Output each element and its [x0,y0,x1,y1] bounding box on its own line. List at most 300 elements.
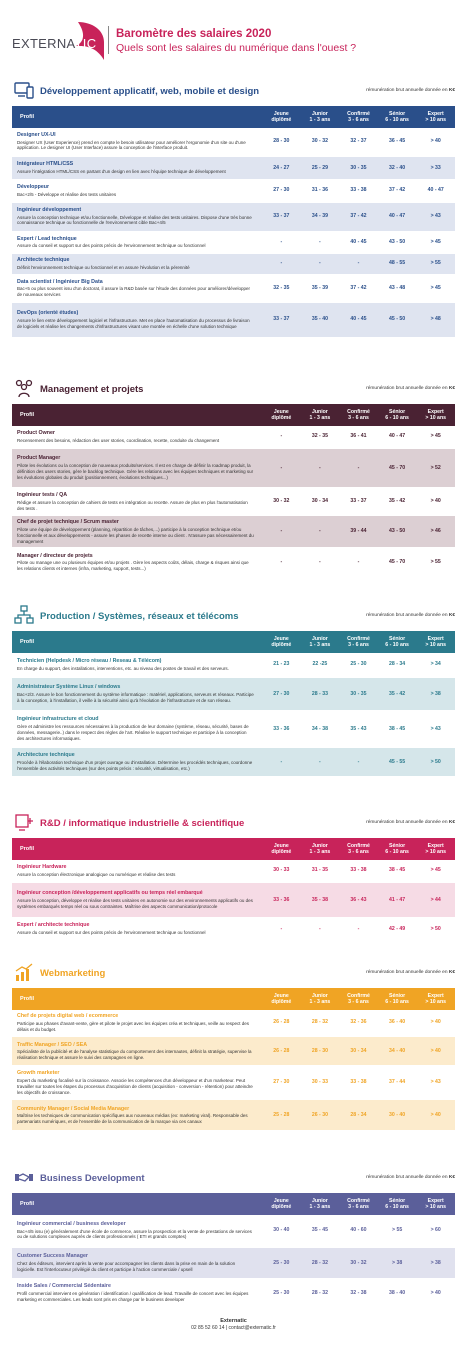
profile-cell [12,860,262,882]
salary-unit-note [366,613,455,618]
column-header-level-3 [339,988,378,1010]
salary-value-level-1: 26 - 28 [262,1036,301,1066]
logo-text: EXTERNATIC [12,36,97,51]
table-row[interactable] [12,860,455,882]
profile-title: Architecture technique [17,752,75,759]
column-header-level-1 [262,106,301,128]
footer-contact[interactable]: 02 85 52 60 14 | contact@externatic.fr [191,1325,276,1331]
profile-title: Architecte technique [17,257,70,264]
table-row[interactable] [12,548,455,576]
column-header-level-5 [416,1193,455,1215]
table-row[interactable] [12,677,455,711]
salary-value-level-5: > 40 [416,1010,455,1036]
salary-value-level-3: 33 - 38 [339,1066,378,1099]
salary-value-level-2: 31 - 36 [301,180,340,202]
profile-description: Expert du marketing focalisé sur la croissance. Associe les compétences d'un développeur et d'un marketeur. Peut travailler sur toutes les étapes du processus d'acquisition de clients (acquisition - conversion - rétention) pour atteindre les objectifs de croissance. [17,1078,253,1095]
profile-description: En charge du support, des installations, interventions, etc. au niveau des postes de travail et des serveurs. [17,665,229,671]
salary-value-level-5: > 34 [416,653,455,677]
column-header-level-3 [339,106,378,128]
table-row[interactable] [12,1099,455,1131]
salary-value-level-1: 27 - 30 [262,677,301,711]
column-header-profil: Profil [20,1200,35,1207]
salary-value-level-1: 33 - 37 [262,202,301,232]
salary-unit-note [366,970,455,975]
handshake-icon [14,1167,34,1187]
salary-value-level-4: 28 - 34 [378,653,417,677]
profile-cell [12,747,262,777]
profile-title: Product Owner [17,429,55,436]
salary-value-level-5: 40 - 47 [416,180,455,202]
salary-value-level-4: 32 - 40 [378,156,417,180]
note-text: rémunération brut annuelle donnée en [366,970,448,975]
section-title: Webmarketing [40,968,106,979]
column-header-line2: diplômé [271,1204,292,1210]
table-header-row [12,1193,455,1215]
salary-table [12,631,455,778]
profile-cell [12,253,262,275]
profile-description: Assure du conseil et support sur des points précis de l'environnement technique ou fonctionnel [17,243,206,249]
column-header-line2: 1 - 3 ans [309,999,331,1005]
salary-value-level-2: 30 - 34 [301,488,340,515]
salary-value-level-4: 37 - 42 [378,180,417,202]
column-header-line1: Confirmé [347,110,370,117]
salary-value-level-3: 28 - 34 [339,1099,378,1131]
column-header-level-4 [378,838,417,860]
salary-value-level-2: 26 - 30 [301,1099,340,1131]
salary-value-level-5: > 45 [416,860,455,882]
salary-value-level-2: 30 - 33 [301,1066,340,1099]
salary-value-level-1: - [262,253,301,275]
salary-value-level-3: - [339,548,378,576]
salary-value-level-2: 28 - 30 [301,1036,340,1066]
salary-value-level-3: 30 - 32 [339,1247,378,1279]
devices-icon [14,80,34,100]
column-header-line1: Junior [311,842,328,849]
salary-value-level-4: 35 - 42 [378,677,417,711]
salary-value-level-4: 45 - 70 [378,448,417,488]
profile-cell [12,918,262,940]
salary-value-level-5: > 38 [416,1247,455,1279]
column-header-level-4 [378,988,417,1010]
salary-value-level-5: > 38 [416,677,455,711]
salary-value-level-1: 33 - 36 [262,711,301,747]
table-row[interactable] [12,156,455,180]
column-header-level-3 [339,631,378,653]
salary-value-level-4: 41 - 47 [378,882,417,918]
section-title: R&D / informatique industrielle & scientifique [40,818,245,829]
page-footer [0,1318,467,1331]
table-row[interactable] [12,202,455,232]
table-row[interactable] [12,232,455,254]
table-row[interactable] [12,711,455,747]
salary-value-level-4: 45 - 50 [378,302,417,338]
salary-table [12,838,455,941]
column-header-line2: diplômé [271,415,292,421]
salary-value-level-2: 31 - 35 [301,860,340,882]
salary-value-level-3: - [339,918,378,940]
column-header-level-4 [378,106,417,128]
salary-unit-note [366,88,455,93]
salary-value-level-4: > 38 [378,1247,417,1279]
profile-cell [12,882,262,918]
column-header-line1: Sénior [389,842,406,849]
page-subtitle: Quels sont les salaires du numérique dans l'ouest ? [116,42,357,54]
salary-unit-note [366,820,455,825]
column-header-line2: > 10 ans [425,999,446,1005]
salary-value-level-3: 30 - 35 [339,677,378,711]
profile-cell [12,1010,262,1036]
salary-value-level-2: 22 -25 [301,653,340,677]
profile-description: Recensement des besoins, rédaction des user stories, coordination, recette, conduite du changement [17,437,220,443]
column-header-line1: Confirmé [347,408,370,415]
note-unit: K€ [448,386,455,391]
column-header-line1: Junior [311,635,328,642]
salary-value-level-5: > 48 [416,302,455,338]
profile-title: Expert / architecte technique [17,922,90,929]
column-header-line1: Junior [311,1197,328,1204]
table-row[interactable] [12,1010,455,1036]
salary-value-level-1: 27 - 30 [262,1066,301,1099]
salary-value-level-3: 40 - 60 [339,1215,378,1247]
profile-title: Traffic Manager / SEO / SEA [17,1041,88,1048]
table-row[interactable] [12,180,455,202]
column-header-line2: 6 - 10 ans [385,642,409,648]
column-header-line1: Expert [427,842,444,849]
profile-description: Bac+2/3. Assure le bon fonctionnement du système informatique : matériel, applications, serveurs et réseaux. Participe à la conception, à l'installation, il veille à la sécurité ainsi qu'à l'évolution de l'infrastructure et de son réseau. [17,692,254,703]
profile-cell [12,1099,262,1131]
column-header-level-1 [262,838,301,860]
section-webmarketing [0,962,467,1132]
column-header-level-4 [378,1193,417,1215]
salary-value-level-1: 25 - 30 [262,1247,301,1279]
salary-value-level-4: 40 - 47 [378,202,417,232]
column-header-line1: Junior [311,408,328,415]
column-header-level-5 [416,838,455,860]
salary-table [12,404,455,577]
salary-value-level-2: 28 - 32 [301,1279,340,1307]
salary-value-level-5: > 43 [416,1066,455,1099]
salary-value-level-2: 35 - 38 [301,882,340,918]
column-header-level-5 [416,988,455,1010]
salary-value-level-2: - [301,515,340,548]
profile-title: Développeur [17,184,50,190]
salary-value-level-3: 32 - 38 [339,1279,378,1307]
profile-description: Gère et administre les ressources nécessaires à la production de leur domaine (système, réseau, sécurité, bases de données, messagerie..) dans le respect des règles de l'art. Réalise le support technique et participe à la conception des architectures informatiques. [17,724,249,741]
salary-value-level-2: - [301,747,340,777]
salary-value-level-1: 27 - 30 [262,180,301,202]
salary-value-level-1: 28 - 30 [262,128,301,156]
profile-description: Pilote les évolutions ou la conception de nouveaux produits/services. Il est en charge de définir la roadmap produit, la définition des users stories, gère le backlog technique. Gère les relations avec les équipes techniques et marketing sur les évolutions globales du produit (positionnement, évolutions techniques...) [17,463,254,480]
team-icon [14,378,34,398]
column-header-level-1 [262,1193,301,1215]
column-header-line2: 3 - 6 ans [348,1204,369,1210]
table-row[interactable] [12,1036,455,1066]
profile-cell [12,1279,262,1307]
column-header-line1: Expert [427,1197,444,1204]
profile-description: Assure du conseil et support sur des points précis de l'environnement technique ou fonctionnel [17,930,206,935]
table-row[interactable] [12,1247,455,1279]
profile-description: Assure l'intégration HTML/CSS en partant d'un design en lien avec l'équipe technique de développement [17,169,226,174]
profile-description: Maîtrise les techniques de communication spécifiques aux nouveaux médias (ex: marketing viral). Responsable des partenariats numériques, et de l'ensemble de la communication de la marque via ces canaux [17,1113,248,1125]
profile-description: Participe aux phases d'avant-vente, gère et pilote le projet avec les équipes créa et techniques, veille au respect des délais et du budget. [17,1020,249,1032]
column-header-line2: 1 - 3 ans [309,117,331,123]
salary-value-level-5: > 43 [416,711,455,747]
table-row[interactable] [12,302,455,338]
column-header-profil: Profil [20,995,35,1002]
salary-value-level-3: - [339,448,378,488]
column-header-level-4 [378,404,417,426]
note-text: rémunération brut annuelle donnée en [366,613,448,618]
profile-title: Growth marketer [17,1070,60,1077]
section-header [0,378,467,404]
salary-value-level-1: - [262,232,301,254]
profile-description: Profil commercial intervient en génération / identification / qualification de lead. Travaille de concert avec les équipes marketing et commerciales. Les leads sont pris en charge par le business developer [17,1291,249,1302]
footer-brand: Externatic [220,1318,247,1324]
salary-value-level-5: > 45 [416,232,455,254]
salary-value-level-5: > 46 [416,515,455,548]
section-title: Business Development [40,1173,145,1184]
table-row[interactable] [12,653,455,677]
table-row[interactable] [12,882,455,918]
profile-description: Assure la conception, développe et réalise des tests unitaires en autonomie sur des environnements applicatifs ou des systèmes embarqués temps réel ou sous contraintes. Maîtrise des aspects communication/protocole [17,898,253,909]
salary-value-level-3: 33 - 38 [339,180,378,202]
salary-value-level-2: 35 - 39 [301,275,340,302]
profile-title: Inside Sales / Commercial Sédentaire [17,1283,111,1290]
profile-description: Designer UX (User Experience) prend en compte le besoin utilisateur pour améliorer l'ergonomie d'un site ou d'une application. Le designer UI (User Interface) assure la conception de l'interface produit. [17,139,246,151]
column-header-line1: Expert [427,408,444,415]
table-row[interactable] [12,253,455,275]
salary-value-level-1: 30 - 32 [262,488,301,515]
salary-value-level-4: 36 - 45 [378,128,417,156]
salary-value-level-3: 33 - 37 [339,488,378,515]
column-header-line1: Expert [427,992,444,999]
salary-value-level-1: 33 - 36 [262,882,301,918]
profile-description: Bac+5 ou plus souvent issu d'un doctorat, il assure la R&D basée sur l'étude des données pour améliorer/développer de nouveaux services [17,286,250,298]
salary-value-level-2: 28 - 32 [301,1247,340,1279]
column-header-line2: diplômé [271,642,292,648]
column-header-level-5 [416,404,455,426]
salary-value-level-1: - [262,747,301,777]
salary-value-level-5: > 44 [416,882,455,918]
profile-title: Product Manager [17,455,61,462]
column-header-line1: Jeune [273,992,289,999]
profile-cell [12,1215,262,1247]
salary-unit-note [366,1175,455,1180]
profile-description: Bac+4/5 issu (e) généralement d'une école de commerce, assure la prospection et la vente de prestations de services ou de solutions complexes auprès de clients professionnels ( ETI et grands comptes) [17,1228,252,1240]
salary-value-level-1: - [262,548,301,576]
externatic-logo[interactable] [12,14,112,66]
profile-cell [12,653,262,677]
salary-unit-note [366,386,455,391]
table-row[interactable] [12,1215,455,1247]
salary-value-level-1: - [262,515,301,548]
table-header-row [12,988,455,1010]
table-row[interactable] [12,1066,455,1099]
profile-cell [12,1036,262,1066]
salary-value-level-4: 45 - 55 [378,747,417,777]
table-row[interactable] [12,275,455,302]
table-row[interactable] [12,488,455,515]
salary-value-level-4: 37 - 44 [378,1066,417,1099]
salary-value-level-3: 36 - 43 [339,882,378,918]
note-unit: K€ [448,1175,455,1180]
column-header-line1: Confirmé [347,992,370,999]
salary-value-level-5: > 45 [416,275,455,302]
profile-cell [12,202,262,232]
salary-value-level-1: 21 - 23 [262,653,301,677]
salary-value-level-3: 37 - 42 [339,202,378,232]
column-header-line2: diplômé [271,999,292,1005]
salary-value-level-3: 36 - 41 [339,426,378,448]
section-title: Production / Systèmes, réseaux et télécoms [40,611,239,622]
note-text: rémunération brut annuelle donnée en [366,88,448,93]
profile-cell [12,1247,262,1279]
profile-description: Assure la conception technique et/ou fonctionnelle, Développe et réalise des tests unitaires. Dispose d'une très bonne connaissance technique ou fonctionnelle de l'environnement cible Bac+4/5 [17,214,252,226]
column-header-level-2 [301,988,340,1010]
column-header-line1: Confirmé [347,842,370,849]
salary-value-level-5: > 40 [416,488,455,515]
salary-value-level-4: 43 - 48 [378,275,417,302]
salary-value-level-1: 30 - 33 [262,860,301,882]
table-row[interactable] [12,747,455,777]
table-row[interactable] [12,515,455,548]
profile-title: Expert / Lead technique [17,235,77,242]
column-header-line1: Jeune [273,408,289,415]
salary-value-level-3: 33 - 38 [339,860,378,882]
salary-value-level-1: 32 - 35 [262,275,301,302]
salary-value-level-1: 33 - 37 [262,302,301,338]
salary-value-level-5: > 43 [416,202,455,232]
salary-value-level-4: 36 - 40 [378,1010,417,1036]
salary-value-level-2: - [301,232,340,254]
salary-value-level-2: 28 - 33 [301,677,340,711]
profile-description: Procède à l'élaboration technique d'un projet ouvrage ou d'installation. Détermine les procédés techniques, coordonne l'ensemble des activités techniques (sur des points précis : sécurité, virtualisation, etc.) [17,760,253,771]
column-header-line1: Confirmé [347,1197,370,1204]
column-header-line2: 6 - 10 ans [385,849,409,855]
salary-value-level-4: 45 - 70 [378,548,417,576]
salary-value-level-4: 38 - 45 [378,711,417,747]
column-header-level-5 [416,106,455,128]
column-header-line1: Sénior [389,992,406,999]
salary-value-level-3: 32 - 36 [339,1010,378,1036]
profile-cell [12,515,262,548]
profile-cell [12,426,262,448]
salary-value-level-2: 32 - 35 [301,426,340,448]
salary-value-level-5: > 55 [416,548,455,576]
note-text: rémunération brut annuelle donnée en [366,386,448,391]
salary-value-level-1: 30 - 40 [262,1215,301,1247]
profile-title: Manager / directeur de projets [17,552,93,559]
column-header-level-3 [339,1193,378,1215]
column-header-line1: Jeune [273,842,289,849]
table-header-row [12,404,455,426]
chip-icon [14,812,34,832]
salary-value-level-2: 35 - 45 [301,1215,340,1247]
profile-description: Assure la conception électronique analogique ou numérique et réalise des tests [17,871,176,877]
table-row[interactable] [12,426,455,448]
note-unit: K€ [448,820,455,825]
profile-cell [12,711,262,747]
section-business-development [0,1167,467,1308]
column-header-level-1 [262,631,301,653]
table-row[interactable] [12,918,455,940]
profile-description: Bac+2/5 - Développe et réalise des tests unitaires [17,191,117,197]
column-header-line1: Expert [427,110,444,117]
section-header [0,1167,467,1193]
profile-title: Ingénieur commercial / business developer [17,1220,126,1227]
salary-value-level-2: 34 - 39 [301,202,340,232]
growth-chart-icon [14,962,34,982]
profile-description: Pilote ou manage une ou plusieurs équipes et/ou projets . Gère les aspects coûts, délais, charge & risques ainsi que les relations clients et internes (infra, marketing, support, tests...) [17,560,249,572]
column-header-level-2 [301,1193,340,1215]
salary-value-level-4: 43 - 50 [378,232,417,254]
salary-value-level-5: > 55 [416,253,455,275]
salary-value-level-5: > 60 [416,1215,455,1247]
column-header-line2: > 10 ans [425,415,446,421]
table-header-row [12,631,455,653]
column-header-profil: Profil [20,113,35,120]
salary-value-level-3: 35 - 43 [339,711,378,747]
profile-title: Ingénieur Hardware [17,863,67,870]
column-header-line2: > 10 ans [425,642,446,648]
salary-value-level-1: 25 - 28 [262,1099,301,1131]
column-header-line2: 6 - 10 ans [385,999,409,1005]
column-header-line2: diplômé [271,849,292,855]
profile-cell [12,488,262,515]
salary-value-level-3: 40 - 45 [339,232,378,254]
section-title: Management et projets [40,384,144,395]
column-header-level-2 [301,631,340,653]
column-header-line1: Junior [311,992,328,999]
table-header-row [12,106,455,128]
table-row[interactable] [12,448,455,488]
column-header-line2: > 10 ans [425,849,446,855]
profile-title: Ingénieur développement [17,206,82,213]
table-row[interactable] [12,1279,455,1307]
section-management [0,378,467,577]
salary-value-level-3: 40 - 45 [339,302,378,338]
note-unit: K€ [448,970,455,975]
salary-value-level-4: 35 - 42 [378,488,417,515]
note-unit: K€ [448,613,455,618]
salary-value-level-2: 30 - 32 [301,128,340,156]
column-header-line2: diplômé [271,117,292,123]
salary-value-level-5: > 50 [416,918,455,940]
salary-value-level-3: - [339,747,378,777]
profile-cell [12,302,262,338]
network-icon [14,605,34,625]
profile-cell [12,128,262,156]
salary-value-level-2: 28 - 32 [301,1010,340,1036]
profile-title: Chef de projet technique / Scrum master [17,519,119,526]
salary-value-level-1: 26 - 28 [262,1010,301,1036]
column-header-level-1 [262,404,301,426]
salary-value-level-2: 35 - 40 [301,302,340,338]
column-header-level-2 [301,404,340,426]
table-row[interactable] [12,128,455,156]
salary-value-level-3: 39 - 44 [339,515,378,548]
column-header-line2: 3 - 6 ans [348,117,369,123]
profile-title: Designer UX-UI [17,131,56,138]
profile-title: DevOps (orienté études) [17,310,79,317]
column-header-line2: 3 - 6 ans [348,849,369,855]
salary-value-level-5: > 52 [416,448,455,488]
salary-value-level-3: 32 - 37 [339,128,378,156]
column-header-line2: 1 - 3 ans [309,849,331,855]
column-header-level-4 [378,631,417,653]
column-header-line2: 1 - 3 ans [309,1204,331,1210]
salary-value-level-4: 38 - 45 [378,860,417,882]
